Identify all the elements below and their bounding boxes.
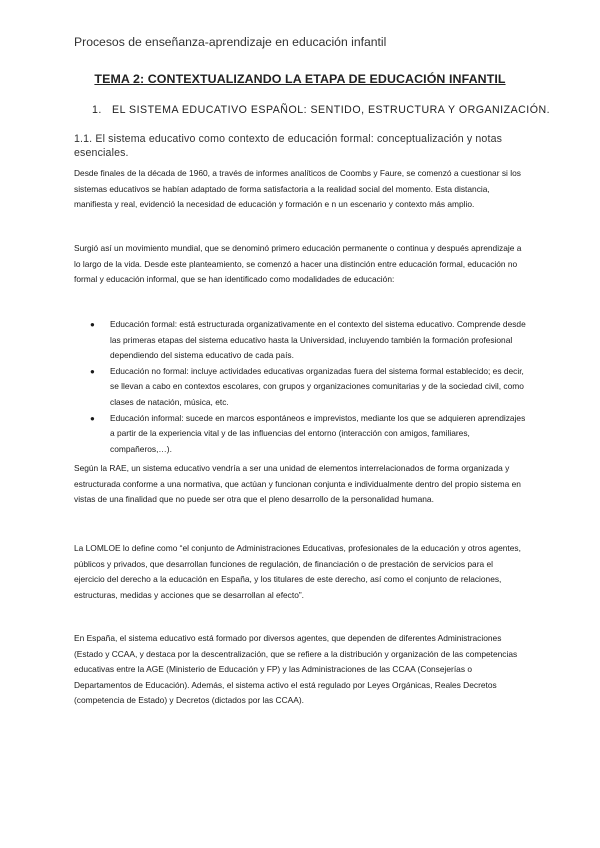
paragraph-5: En España, el sistema educativo está formado por diversos agentes, que dependen de diferentes Administraciones (Estado y CCAA, y destaca por la descentralización, que se refiere a la distribución y organización de las competencias educativas entre la AGE (Ministerio de Educación y FP) y las Administraciones de las CCAA (Consejerías o Departamentos de Educación). Además, el sistema activo el está regulado por Leyes Orgánicas, Reales Decretos (competencia de Estado) y Decretos (dictados por las CCAA).: [74, 633, 518, 706]
document-title: TEMA 2: CONTEXTUALIZANDO LA ETAPA DE EDUCACIÓN INFANTIL: [94, 72, 506, 86]
section-heading: [92, 104, 550, 116]
section-number: 1.: [92, 104, 102, 116]
bullet-icon: ●: [90, 366, 95, 376]
list-item-text: Educación no formal: incluye actividades educativas organizadas fuera del sistema formal establecido; es decir, se llevan a cabo en contextos escolares, con grupos y organizaciones comunitarias y de la sociedad civil, como clases de natación, música, etc.: [110, 365, 524, 407]
list-item: [90, 411, 528, 458]
paragraph-3: Según la RAE, un sistema educativo vendría a ser una unidad de elementos interrelacionados de forma organizada y estructurada conforme a una normativa, que actúan y funcionan conjunta e individualmente dentro del propio sistema en vistas de una finalidad que no puede ser otra que el pleno desarrollo de la personalidad humana.: [74, 463, 521, 505]
paragraph-2: Surgió así un movimiento mundial, que se denominó primero educación permanente o continua y después aprendizaje a lo largo de la vida. Desde este planteamiento, se comenzó a hacer una distinción entre educación formal, educación no formal y educación informal, que se han identificado como modalidades de educación:: [74, 243, 522, 285]
paragraph-4: La LOMLOE lo define como “el conjunto de Administraciones Educativas, profesionales de la educación y otros agentes, públicos y privados, que desarrollan funciones de regulación, de financiación o de prestación de servicios para el ejercicio del derecho a la educación en España, y los titulares de este derecho, así como el conjunto de relaciones, estructuras, medidas y acciones que se desarrollan al efecto”.: [74, 543, 521, 600]
paragraph-1: Desde finales de la década de 1960, a través de informes analíticos de Coombs y Faure, se comenzó a cuestionar si los sistemas educativos se habían adaptado de forma satisfactoria a la realidad social del momento. Esta distancia, manifiesta y real, evidenció la necesidad de educación y formación e n un escenario y contexto más amplio.: [74, 168, 521, 210]
page-header: Procesos de enseñanza-aprendizaje en educación infantil: [74, 35, 387, 49]
subsection-heading: 1.1. El sistema educativo como contexto de educación formal: conceptualización y notas esenciales.: [74, 133, 503, 159]
bullet-icon: ●: [90, 413, 95, 423]
list-item: [90, 317, 528, 364]
list-item-text: Educación informal: sucede en marcos espontáneos e imprevistos, mediante los que se adquieren aprendizajes a partir de la experiencia vital y de las influencias del entorno (interacción con amigos, familiares, compañeros,…).: [110, 412, 526, 454]
education-modalities-list: [90, 317, 528, 457]
section-label: EL SISTEMA EDUCATIVO ESPAÑOL: SENTIDO, ESTRUCTURA Y ORGANIZACIÓN.: [112, 104, 551, 116]
bullet-icon: ●: [90, 320, 95, 329]
list-item: [90, 364, 528, 411]
list-item-text: Educación formal: está estructurada organizativamente en el contexto del sistema educativo. Comprende desde las primeras etapas del sistema educativo hasta la Universidad, incluyendo también la formación profesional dependiendo del sistema educativo de cada país.: [110, 319, 526, 361]
